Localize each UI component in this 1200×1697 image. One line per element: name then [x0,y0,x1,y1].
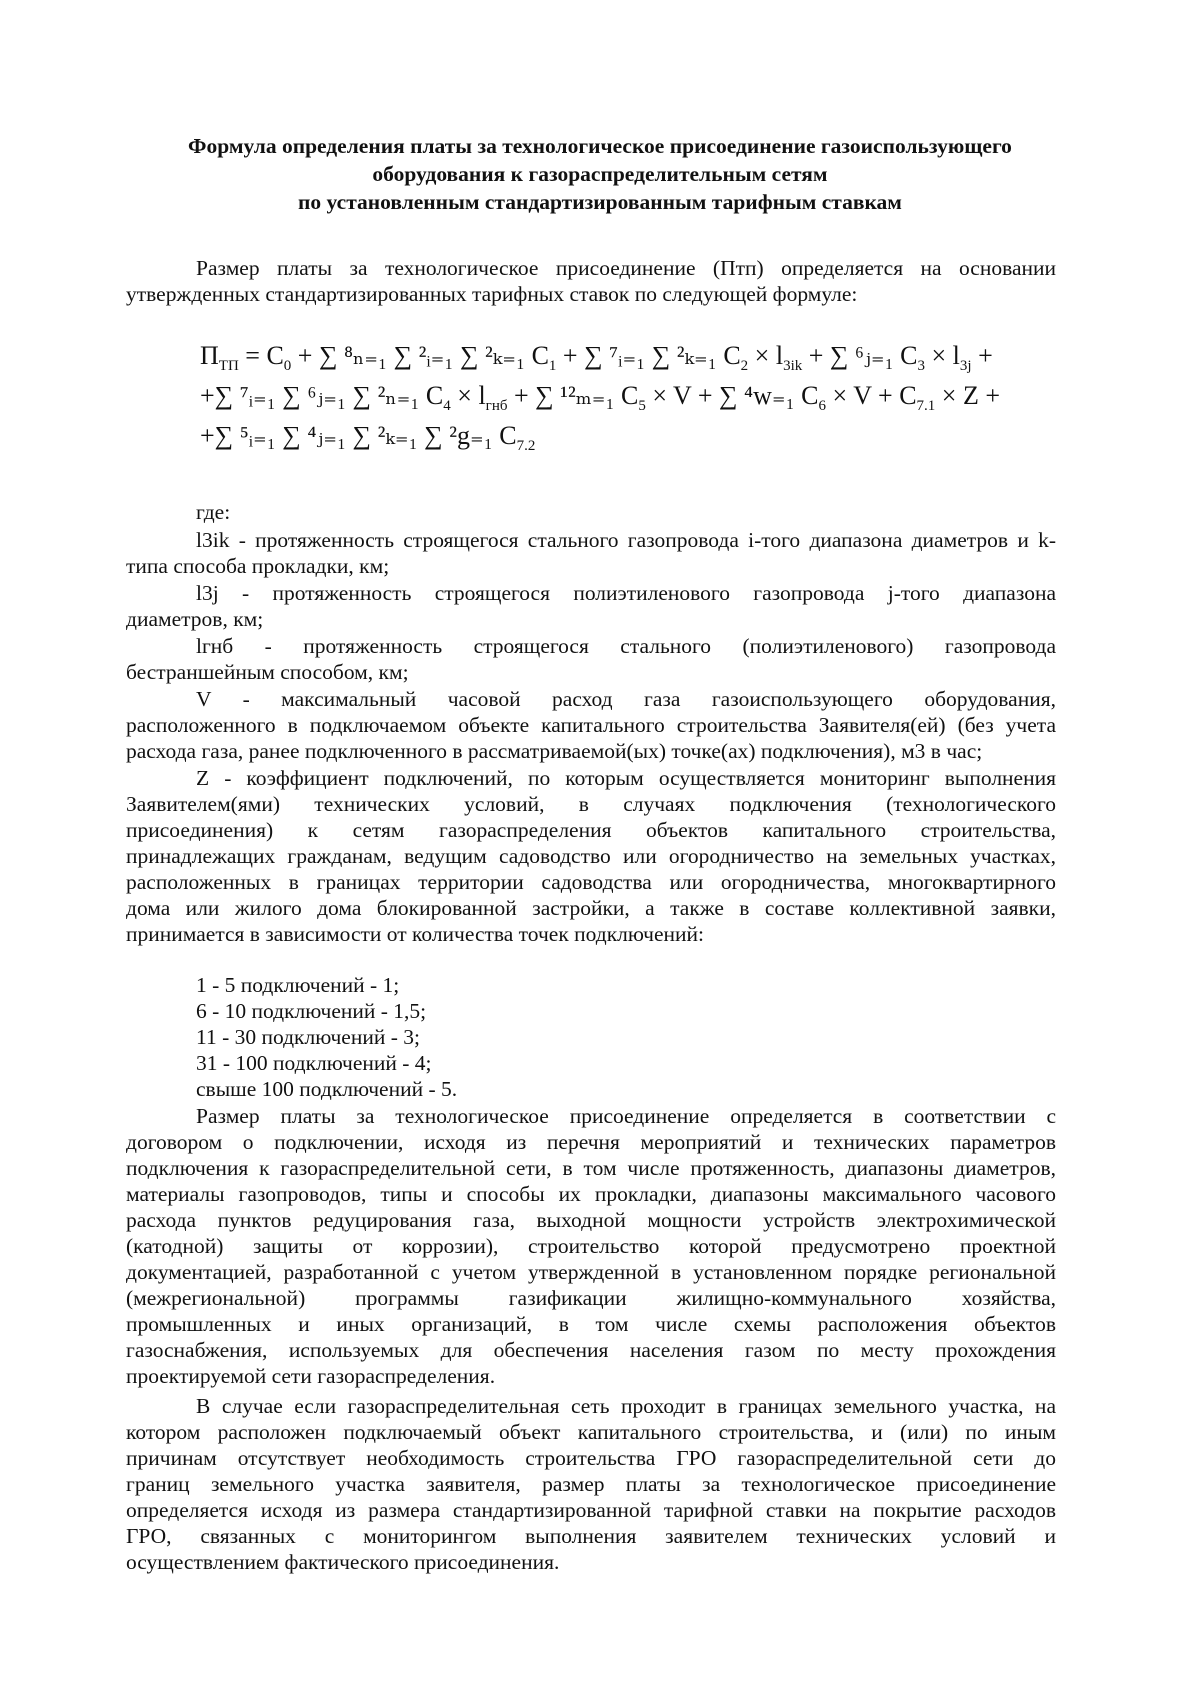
definition-z-line-3: присоединения) к сетям газораспределения объектов капитального строительства, [126,818,1056,842]
list-item: 1 - 5 подключений - 1; [196,973,400,997]
paragraph-line: ГРО, связанных с мониторингом выполнения заявителем технических условий и [126,1524,1056,1548]
paragraph-fee-determination [126,1103,1056,1389]
intro-line-1: Размер платы за технологическое присоединение (Птп) определяется на основании [196,256,1056,280]
definition-l3j-line-1: l3j - протяженность строящегося полиэтиленового газопровода j-того диапазона [196,581,1056,605]
definition-z-line-5: расположенных в границах территории садоводства или огородничества, многоквартирного [126,870,1056,894]
paragraph-line: В случае если газораспределительная сеть проходит в границах земельного участка, на [196,1394,1056,1418]
title-line-2: оборудования к газораспределительным сетям [372,162,828,186]
definition-z-line-1: Z - коэффициент подключений, по которым осуществляется мониторинг выполнения [196,766,1056,790]
definition-lgnb [126,633,1056,685]
paragraph-line: определяется исходя из размера стандартизированной тарифной ставки на покрытие расходов [126,1498,1056,1522]
paragraph-line: причинам отсутствует необходимость строительства ГРО газораспределительной сети до [126,1446,1056,1470]
definition-lgnb-line-2: бестраншейным способом, км; [126,660,409,684]
definition-lgnb-line-1: lгнб - протяженность строящегося стального (полиэтиленового) газопровода [196,634,1056,658]
paragraph-line: (межрегиональной) программы газификации жилищно-коммунального хозяйства, [126,1286,1056,1310]
paragraph-line: границ земельного участка заявителя, размер платы за технологическое присоединение [126,1472,1056,1496]
list-item: 11 - 30 подключений - 3; [196,1025,420,1049]
definition-v-line-1: V - максимальный часовой расход газа газоиспользующего оборудования, [196,687,1056,711]
definition-v-line-2: расположенного в подключаемом объекте капитального строительства Заявителя(ей) (без учета [126,713,1056,737]
paragraph-line: котором расположен подключаемый объект капитального строительства, и (или) по иным [126,1420,1056,1444]
definition-z [126,765,1056,947]
definition-l3ik [126,527,1056,579]
z-values-list [196,972,457,1102]
title-line-3: по установленным стандартизированным тарифным ставкам [298,190,902,214]
paragraph-line: документацией, разработанной с учетом утвержденной в установленном порядке региональной [126,1260,1056,1284]
definition-l3j [126,580,1056,632]
definition-z-line-2: Заявителем(ями) технических условий, в случаях подключения (технологического [126,792,1056,816]
definition-z-line-4: принадлежащих гражданам, ведущим садоводство или огородничество на земельных участках, [126,844,1056,868]
list-item: свыше 100 подключений - 5. [196,1077,458,1101]
list-item: 31 - 100 подключений - 4; [196,1051,432,1075]
paragraph-line: договором о подключении, исходя из перечня мероприятий и технических параметров [126,1130,1056,1154]
paragraph-line: (катодной) защиты от коррозии), строительство которой предусмотрено проектной [126,1234,1056,1258]
formula-line-1: $П_{ТП} = C_0$ + ∑ ⁸ₙ₌₁ ∑ ²ᵢ₌₁ ∑ ²ₖ₌₁ $C_1$ + ∑ ⁷ᵢ₌₁ ∑ ²ₖ₌₁ $C_2 \times l_{3ik}$ + ∑ ⁶ⱼ₌₁ $C_3 \times l_{3j}$ + [200,341,993,375]
title-line-1: Формула определения платы за технологическое присоединение газоиспользующего [188,134,1012,158]
paragraph-line: осуществлением фактического присоединения. [126,1550,560,1574]
definition-v [126,686,1056,764]
fee-formula [200,338,1060,458]
intro-line-2: утвержденных стандартизированных тарифных ставок по следующей формуле: [126,282,858,306]
definition-z-line-6: дома или жилого дома блокированной застройки, а также в составе коллективной заявки, [126,896,1056,920]
intro-paragraph [126,255,1056,307]
paragraph-line: материалы газопроводов, типы и способы их прокладки, диапазоны максимального часового [126,1182,1056,1206]
definition-z-line-7: принимается в зависимости от количества точек подключений: [126,922,704,946]
formula-line-3: +∑ ⁵ᵢ₌₁ ∑ ⁴ⱼ₌₁ ∑ ²ₖ₌₁ ∑ ²g₌₁ $C_{7.2}$ [200,421,536,455]
paragraph-line: проектируемой сети газораспределения. [126,1364,496,1388]
paragraph-line: подключения к газораспределительной сети, в том числе протяженность, диапазоны диаметров, [126,1156,1056,1180]
definition-l3ik-line-2: типа способа прокладки, км; [126,554,390,578]
list-item: 6 - 10 подключений - 1,5; [196,999,427,1023]
paragraph-gro-case [126,1393,1056,1575]
formula-line-2: +∑ ⁷ᵢ₌₁ ∑ ⁶ⱼ₌₁ ∑ ²ₙ₌₁ $C_4 \times l_{гнб}$ + ∑ ¹²ₘ₌₁ $C_5 \times V$ + ∑ ⁴w₌₁ $C_6 \times V + C_{7.1} \times Z$ + [200,381,1001,415]
definition-l3j-line-2: диаметров, км; [126,607,264,631]
where-label: где: [196,500,231,524]
definition-v-line-3: расхода газа, ранее подключенного в рассматриваемой(ых) точке(ах) подключения), м3 в час; [126,739,983,763]
definition-l3ik-line-1: l3ik - протяженность строящегося стального газопровода i-того диапазона диаметров и k- [196,528,1056,552]
paragraph-line: расхода пунктов редуцирования газа, выходной мощности устройств электрохимической [126,1208,1056,1232]
paragraph-line: промышленных и иных организаций, в том числе схемы расположения объектов [126,1312,1056,1336]
document-title [150,132,1050,216]
paragraph-line: газоснабжения, используемых для обеспечения населения газом по месту прохождения [126,1338,1056,1362]
paragraph-line: Размер платы за технологическое присоединение определяется в соответствии с [196,1104,1056,1128]
